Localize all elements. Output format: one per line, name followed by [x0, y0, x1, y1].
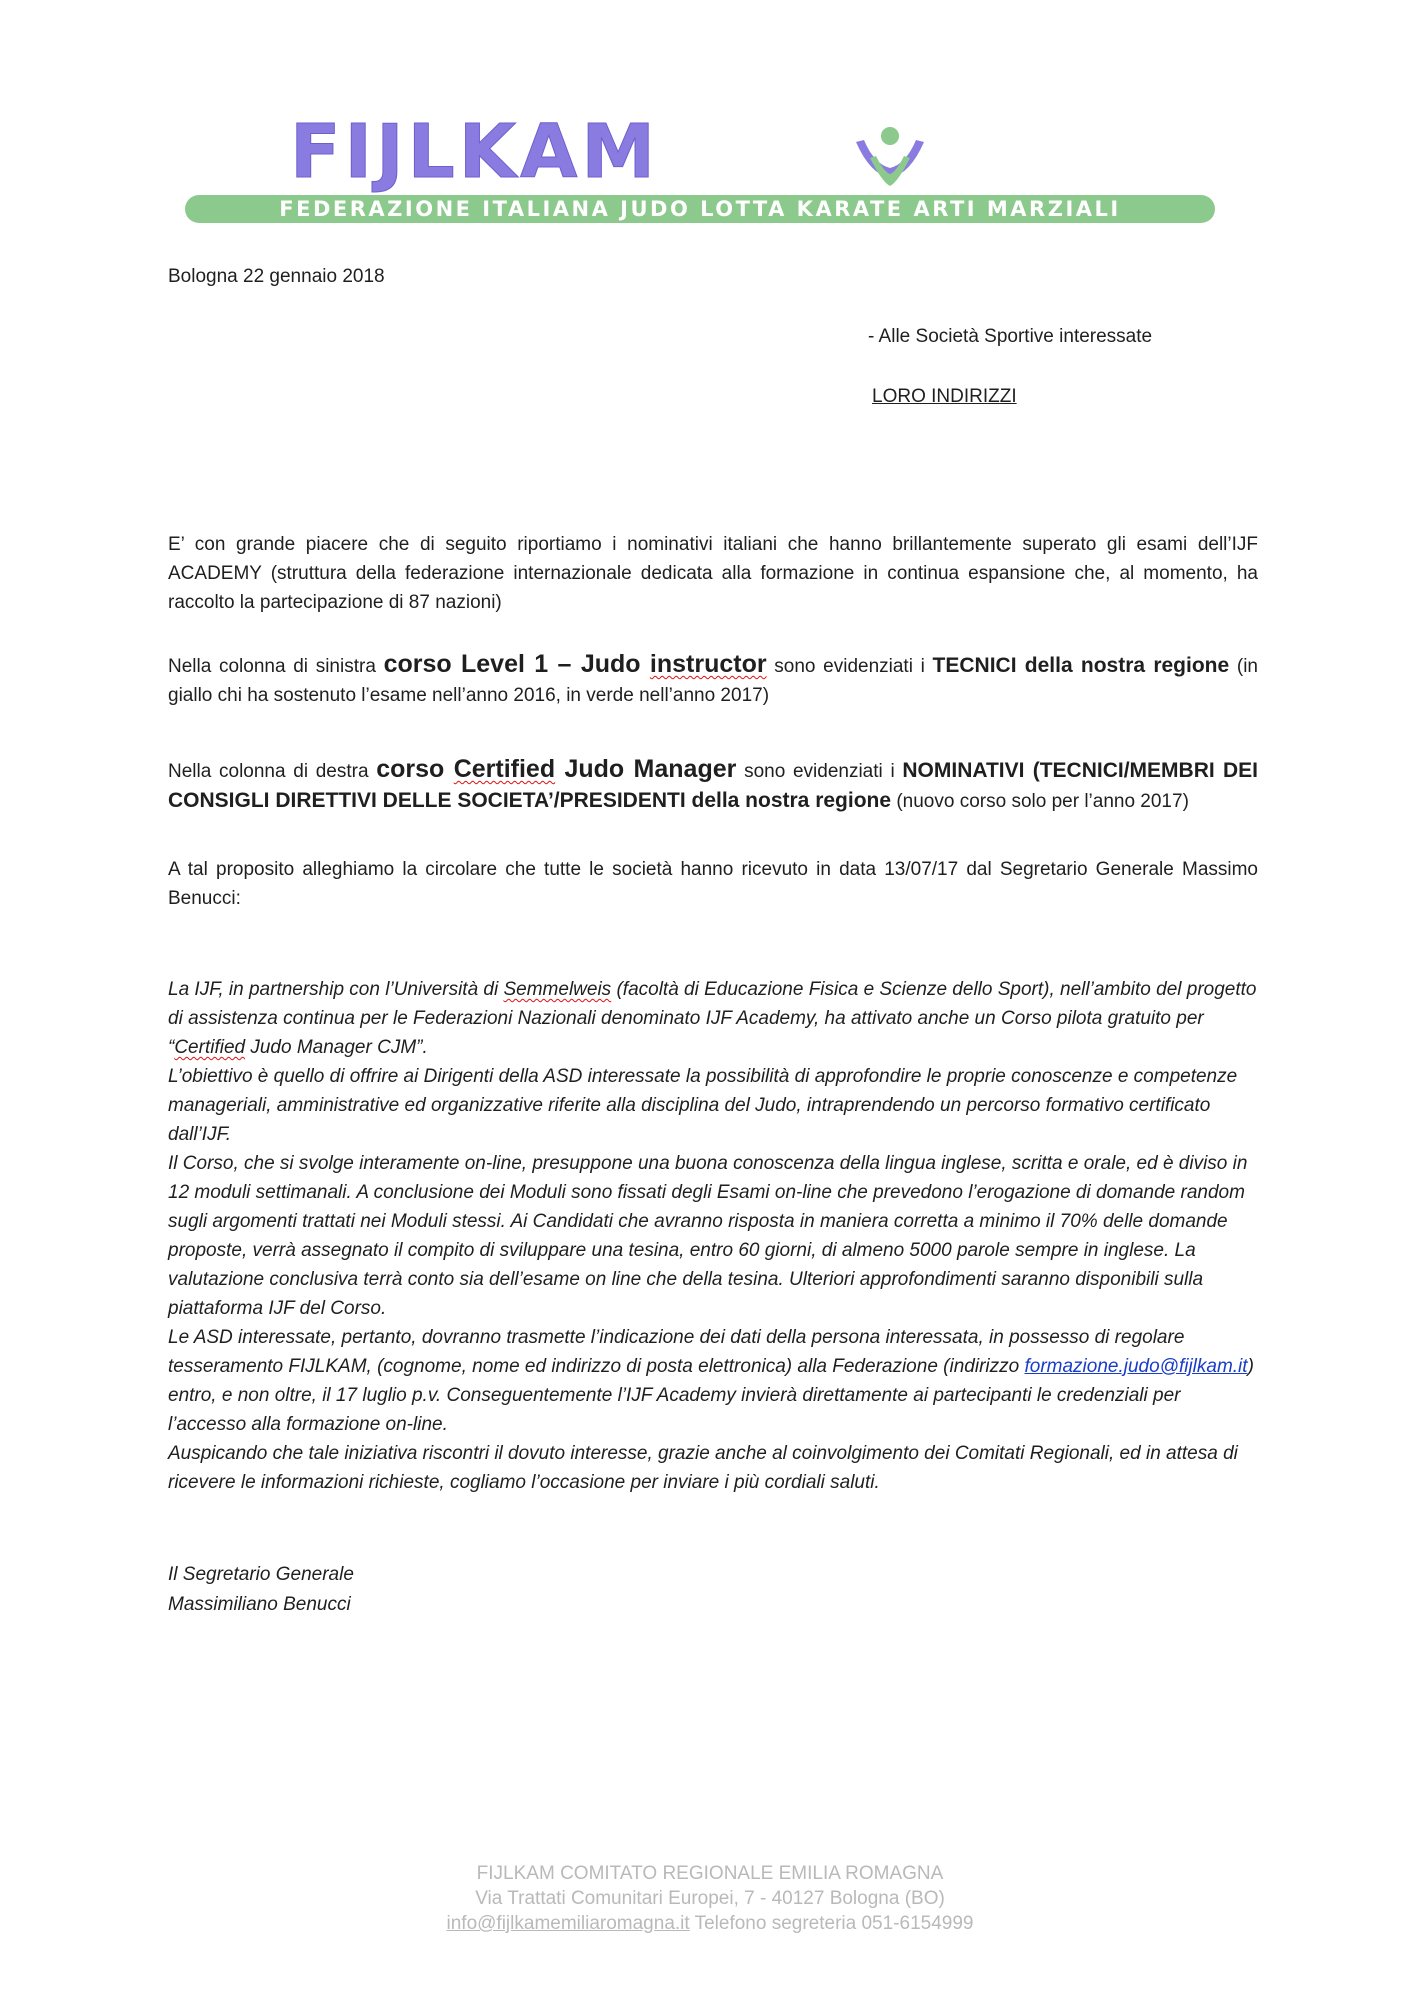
recipient-line: - Alle Società Sportive interessate — [868, 326, 1153, 347]
signature-role: Il Segretario Generale — [168, 1564, 354, 1585]
text-span: La IJF, in partnership con l’Università di — [168, 979, 504, 1000]
attachment-paragraph: A tal proposito alleghiamo la circolare che tutte le società hanno ricevuto in data 13/07/17 dal Segretario Generale Massimo Benucci: — [168, 859, 1258, 909]
fijlkam-logo — [290, 109, 660, 195]
circular-paragraph: Auspicando che tale iniziativa riscontri il dovuto interesse, grazie anche al coinvolgimento dei Comitati Regionali, ed in attesa di ricevere le informazioni richieste, cogliamo l’occasione per inviare i più cordiali saluti. — [168, 1443, 1238, 1493]
text-span: (nuovo corso solo per l’anno 2017) — [891, 791, 1189, 812]
course-name — [376, 755, 736, 783]
circular-paragraph: L’obiettivo è quello di offrire ai Dirigenti della ASD interessate la possibilità di approfondire le proprie conoscenze e competenze manageriali, amministrative ed organizzative riferite alla disciplina del Judo, intraprendendo un percorso formativo certificato dall’IJF. — [168, 1066, 1238, 1145]
course-name — [384, 650, 767, 678]
footer-line-2: Via Trattati Comunitari Europei, 7 - 40127 Bologna (BO) — [475, 1888, 945, 1909]
footer-email-link[interactable]: info@fijlkamemiliaromagna.it — [446, 1913, 690, 1934]
text-span: (in giallo chi ha sostenuto l’esame nell’anno 2016, in verde nell’anno 2017) — [168, 656, 1258, 706]
circular-paragraph — [168, 975, 1258, 1062]
right-column-paragraph — [168, 755, 1258, 816]
text-span: sono evidenziati i — [766, 656, 933, 677]
federation-banner: FEDERAZIONE ITALIANA JUDO LOTTA KARATE ARTI MARZIALI — [185, 195, 1215, 223]
spellcheck-word: Certified — [174, 1037, 246, 1058]
course-part: corso — [376, 755, 454, 783]
text-span: sono evidenziati i — [736, 761, 903, 782]
footer-phone: Telefono segreteria 051-6154999 — [689, 1913, 974, 1934]
footer-line-1: FIJLKAM COMITATO REGIONALE EMILIA ROMAGNA — [476, 1863, 944, 1884]
left-column-paragraph — [168, 650, 1258, 710]
circular-paragraph: Il Corso, che si svolge interamente on-line, presuppone una buona conoscenza della lingua inglese, scritta e orale, ed è diviso in 12 moduli settimanali. A conclusione dei Moduli sono fissati degli Esami on-line che prevedono l’erogazione di domande random sugli argomenti trattati nei Moduli stessi. Ai Candidati che avranno risposta in maniera corretta a minimo il 70% delle domande proposte, verrà assegnato il compito di sviluppare una tesina, entro 60 giorni, di almeno 5000 parole sempre in inglese. La valutazione conclusiva terrà conto sia dell’esame on line che della tesina. Ulteriori approfondimenti saranno disponibili sulla piattaforma IJF del Corso. — [168, 1153, 1248, 1319]
text-span: Nella colonna di sinistra — [168, 656, 384, 677]
course-part: corso Level 1 – Judo — [383, 650, 650, 678]
footer-line-3 — [0, 1912, 1420, 1936]
date-line: Bologna 22 gennaio 2018 — [168, 266, 385, 287]
highlight-text: TECNICI della nostra regione — [932, 654, 1230, 677]
intro-paragraph: E’ con grande piacere che di seguito riportiamo i nominativi italiani che hanno brillantemente superato gli esami dell’IJF ACADEMY (struttura della federazione internazionale dedicata alla formazione in continua espansione che, al momento, ha raccolto la partecipazione di 87 nazioni) — [168, 534, 1258, 613]
circular-text — [168, 975, 1258, 1497]
email-link[interactable]: formazione.judo@fijlkam.it — [1024, 1356, 1248, 1377]
text-span: Judo Manager CJM”. — [245, 1037, 428, 1058]
spellcheck-word: Semmelweis — [503, 979, 612, 1000]
circular-paragraph — [168, 1323, 1258, 1439]
text-span: (facoltà di Educazione Fisica e Scienze dello Sport), nell’ambito del progetto di assistenza continua per le Federazioni Nazionali denominato IJF Academy, ha attivato anche un Corso pilota gratuito per “ — [168, 979, 1257, 1058]
text-span: Nella colonna di destra — [168, 761, 377, 782]
recipient-address: LORO INDIRIZZI — [872, 386, 1017, 407]
highlight-text: NOMINATIVI (TECNICI/MEMBRI DEI CONSIGLI DIRETTIVI DELLE SOCIETA’/PRESIDENTI della nostra regione — [168, 759, 1258, 812]
fijlkam-emblem-icon — [850, 122, 930, 192]
signature-name: Massimiliano Benucci — [168, 1594, 351, 1615]
course-part: Judo Manager — [555, 755, 737, 783]
text-span: ) entro, e non oltre, il 17 luglio p.v. Conseguentemente l’IJF Academy invierà direttamente ai partecipanti le credenziali per l’accesso alla formazione on-line. — [168, 1356, 1254, 1435]
spellcheck-word: Certified — [453, 755, 556, 783]
text-span: Le ASD interessate, pertanto, dovranno trasmette l’indicazione dei dati della persona interessata, in possesso di regolare tesseramento FIJLKAM, (cognome, nome ed indirizzo di posta elettronica) alla Federazione (indirizzo — [168, 1327, 1185, 1377]
spellcheck-word: instructor — [649, 650, 767, 678]
logo-text: FIJLKAM — [290, 109, 660, 195]
